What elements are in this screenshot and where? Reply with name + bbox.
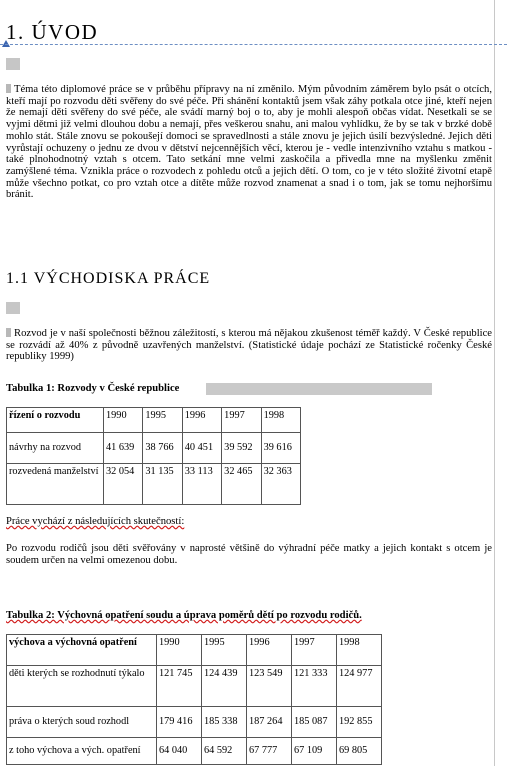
table-cell[interactable]: 124 977 (337, 666, 382, 707)
table-cell[interactable]: 1998 (261, 408, 300, 433)
table-row (7, 738, 382, 765)
table-cell[interactable]: děti kterých se rozhodnutí týkalo (7, 666, 157, 707)
heading-vychodiska: 1.1 VÝCHODISKA PRÁCE (6, 270, 211, 287)
table-cell[interactable]: 1997 (222, 408, 261, 433)
table-row (7, 707, 382, 738)
table-rozvody (6, 407, 301, 505)
table-cell[interactable]: 33 113 (182, 464, 221, 505)
table-cell[interactable]: 32 465 (222, 464, 261, 505)
table-cell[interactable]: 40 451 (182, 433, 221, 464)
table-header-row (7, 408, 301, 433)
table-cell[interactable]: 185 338 (202, 707, 247, 738)
table-cell[interactable]: 39 616 (261, 433, 300, 464)
table-cell[interactable]: 69 805 (337, 738, 382, 765)
table-cell[interactable]: 185 087 (292, 707, 337, 738)
table-cell[interactable]: 123 549 (247, 666, 292, 707)
table-cell[interactable]: 64 040 (157, 738, 202, 765)
table-cell[interactable]: 67 109 (292, 738, 337, 765)
table-cell[interactable]: 31 135 (143, 464, 182, 505)
table-cell[interactable]: 1990 (104, 408, 143, 433)
table-cell[interactable]: rozvedená manželství (7, 464, 104, 505)
intro-paragraph[interactable]: Téma této diplomové práce se v průběhu přípravy na ní změnilo. Mým původním záměrem bylo psát o otcích, kteří mají po rozvodu děti svěřeny do své péče. Při shánění kontaktů jsem však záhy potkala otce jiné, kteří nejen že nemají děti svěřeny do své péče, ale svádí marný boj o to, aby je mohli alespoň občas vídat. Nesetkali se se vyjmi dětmi již velmi dlouhou dobu a nemají, přes veškerou snahu, ani malou vyhlídku, že by se tak v brzké době mohlo stát. Stále znovu se pokoušejí domoci se spravedlnosti a stále znovu je jejich úsilí bezvýsledné. Jejich děti vyrůstají ochuzeny o jednu ze dvou v dětství nejcennějších věcí, kterou je - vedle intenzivního vztahu s matkou - také plnohodnotný vztah s otcem. Tato setkání mne velmi zaskočila a přivedla mne na myšlenku změnit zamýšlené téma. Vznikla práce o rozvodech z pohledu otců a jejich dětí. O tom, co je v této složité životní etapě může všechno potkat, co pro vztah otce a dítěte může rozvod znamenat a snad i o tom, jak se tomu nejhoršímu bránit. (6, 84, 492, 201)
table-cell[interactable]: 1995 (202, 635, 247, 666)
table-cell[interactable]: návrhy na rozvod (7, 433, 104, 464)
table-cell[interactable]: 121 745 (157, 666, 202, 707)
table-cell[interactable]: 38 766 (143, 433, 182, 464)
table-cell[interactable]: 64 592 (202, 738, 247, 765)
table-row (7, 666, 382, 707)
table-cell[interactable]: 41 639 (104, 433, 143, 464)
table-cell[interactable]: 192 855 (337, 707, 382, 738)
table-cell[interactable]: 179 416 (157, 707, 202, 738)
heading-uvod: 1. ÚVOD (6, 20, 99, 44)
hidden-field-marker (6, 58, 20, 70)
note-paragraph[interactable]: Práce vychází z následujících skutečností: (6, 516, 185, 527)
hidden-field-marker (6, 302, 20, 314)
table-cell[interactable]: práva o kterých soud rozhodl (7, 707, 157, 738)
table-row (7, 464, 301, 505)
table-cell[interactable]: 1995 (143, 408, 182, 433)
table-cell[interactable]: z toho výchova a vých. opatření (7, 738, 157, 765)
table-cell[interactable]: 67 777 (247, 738, 292, 765)
table1-caption: Tabulka 1: Rozvody v České republice (6, 383, 180, 394)
vychodiska-paragraph[interactable]: Rozvod je v naší společnosti běžnou záležitostí, s kterou má nějakou zkušenost téměř každý. V České republice se rozvádí až 40% z původně uzavřených manželství. (Statistické údaje pochází ze Statistické ročenky České republiky 1999) (6, 328, 492, 363)
page-margin-guide (0, 44, 507, 45)
table-cell[interactable]: výchova a výchovná opatření (7, 635, 157, 666)
table-cell[interactable]: 1996 (247, 635, 292, 666)
table-cell[interactable]: 124 439 (202, 666, 247, 707)
table-cell[interactable]: 32 054 (104, 464, 143, 505)
table-cell[interactable]: 1990 (157, 635, 202, 666)
paragraph-mark (6, 328, 11, 337)
caption-highlight-bar (206, 383, 432, 395)
table-cell[interactable]: 1998 (337, 635, 382, 666)
table2-caption: Tabulka 2: Výchovná opatření soudu a úprava poměrů dětí po rozvodu rodičů. (6, 610, 362, 621)
table-vychovna-opatreni (6, 634, 382, 765)
table-row (7, 433, 301, 464)
table-cell[interactable]: 32 363 (261, 464, 300, 505)
table-cell[interactable]: 187 264 (247, 707, 292, 738)
table-cell[interactable]: 39 592 (222, 433, 261, 464)
paragraph-mark (6, 84, 11, 93)
table-cell[interactable]: 121 333 (292, 666, 337, 707)
table-cell[interactable]: řízení o rozvodu (7, 408, 104, 433)
table-cell[interactable]: 1996 (182, 408, 221, 433)
fact-paragraph[interactable]: Po rozvodu rodičů jsou děti svěřovány v naprosté většině do výhradní péče matky a jejich kontakt s otcem je soudem určen na velmi omezenou dobu. (6, 543, 492, 566)
table-cell[interactable]: 1997 (292, 635, 337, 666)
table-header-row (7, 635, 382, 666)
